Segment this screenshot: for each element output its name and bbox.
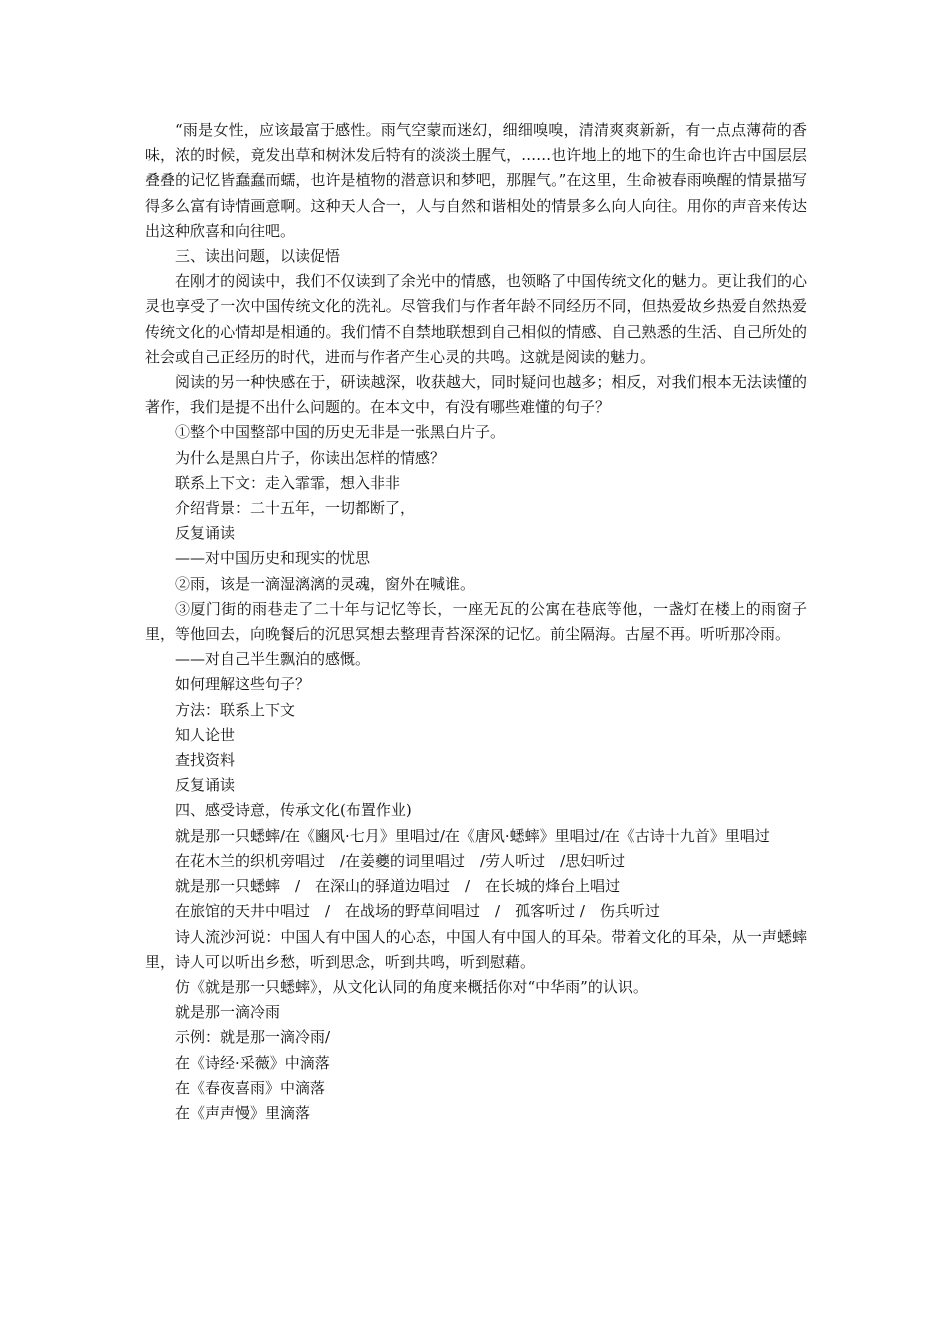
text-line: 知人论世 [175, 725, 236, 744]
text-line: ——对自己半生飘泊的感慨。 [175, 650, 371, 669]
text-line: 联系上下文：走入霏霏，想入非非 [175, 473, 401, 492]
text-line: ①整个中国整部中国的历史无非是一张黑白片子。 [175, 423, 506, 442]
text-line: ②雨，该是一滴湿漓漓的灵魂，窗外在喊谁。 [175, 574, 476, 593]
text-line: 三、读出问题，以读促悟 [175, 247, 341, 266]
text-line: 在《春夜喜雨》中滴落 [175, 1078, 326, 1097]
paragraph: 在刚才的阅读中，我们不仅读到了余光中的情感，也领略了中国传统文化的魅力。更让我们的心灵也享受了一次中国传统文化的洗礼。尽管我们与作者年龄不同经历不同，但热爱故乡热爱自然热爱传统文化的心情却是相通的。我们情不自禁地联想到自己相似的情感、自己熟悉的生活、自己所处的社会或自己正经历的时代，进而与作者产生心灵的共鸣。这就是阅读的魅力。 [145, 272, 807, 366]
paragraph: “雨是女性，应该最富于感性。雨气空蒙而迷幻，细细嗅嗅，清清爽爽新新，有一点点薄荷的香味，浓的时候，竟发出草和树沐发后特有的淡淡土腥气，……也许地上的地下的生命也许古中国层层叠叠的记忆皆蠢蠢而蠕，也许是植物的潜意识和梦吧，那腥气。”在这里，生命被春雨唤醒的情景描写得多么富有诗情画意啊。这种天人合一，人与自然和谐相处的情景多么向人向往。用你的声音来传达出这种欣喜和向往吧。 [145, 121, 807, 240]
text-line: 仿《就是那一只蟋蟀》，从文化认同的角度来概括你对“中华雨”的认识。 [175, 977, 648, 996]
text-line: 查找资料 [175, 751, 236, 770]
text-line: 在《诗经·采薇》中滴落 [175, 1053, 330, 1072]
paragraph: 诗人流沙河说：中国人有中国人的心态，中国人有中国人的耳朵。带着文化的耳朵，从一声蟋蟀里，诗人可以听出乡愁，听到思念，听到共鸣，听到慰藉。 [145, 927, 807, 971]
paragraph: 就是那一只蟋蟀/在《豳风·七月》里唱过/在《唐风·蟋蟀》里唱过/在《古诗十九首》里唱过 [175, 826, 770, 845]
text-line: 方法：联系上下文 [175, 700, 296, 719]
text-line: 示例：就是那一滴冷雨/ [175, 1028, 331, 1047]
text-line: 在花木兰的织机旁唱过 /在姜夔的词里唱过 /劳人听过 /思妇听过 [175, 851, 626, 870]
text-line: ——对中国历史和现实的忧思 [175, 549, 371, 568]
paragraph: 阅读的另一种快感在于，研读越深，收获越大，同时疑问也越多；相反，对我们根本无法读懂的著作，我们是提不出什么问题的。在本文中，有没有哪些难懂的句子？ [145, 373, 807, 417]
text-line: 就是那一只蟋蟀 / 在深山的驿道边唱过 / 在长城的烽台上唱过 [175, 877, 621, 896]
text-line: 就是那一滴冷雨 [175, 1003, 281, 1022]
text-line: 在旅馆的天井中唱过 / 在战场的野草间唱过 / 孤客听过 / 伤兵听过 [175, 902, 660, 921]
paragraph: ③厦门街的雨巷走了二十年与记忆等长，一座无瓦的公寓在巷底等他，一盏灯在楼上的雨窗子里，等他回去，向晚餐后的沉思冥想去整理青苔深深的记忆。前尘隔海。古屋不再。听听那冷雨。 [145, 599, 807, 644]
text-line: 如何理解这些句子？ [175, 675, 311, 694]
text-line: 反复诵读 [175, 524, 236, 543]
document-page [145, 118, 807, 1126]
text-line: 为什么是黑白片子，你读出怎样的情感？ [175, 448, 446, 467]
text-line: 四、感受诗意，传承文化(布置作业) [175, 801, 412, 820]
text-line: 介绍背景：二十五年，一切都断了， [175, 499, 416, 518]
text-line: 在《声声慢》里滴落 [175, 1103, 311, 1122]
text-line: 反复诵读 [175, 776, 236, 795]
